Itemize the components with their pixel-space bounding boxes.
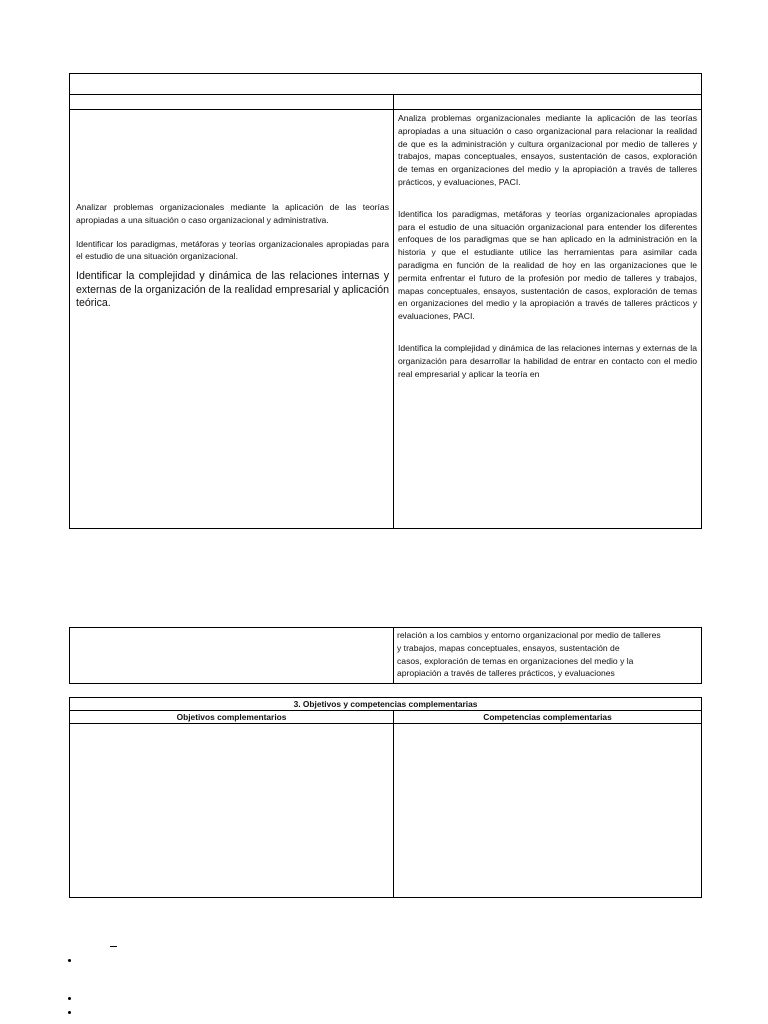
table-row <box>70 628 702 684</box>
objectives-competencies-table <box>69 73 702 529</box>
header-cell-left <box>70 95 394 110</box>
competency-paragraph-1: Analiza problemas organizacionales mediante la aplicación de las teorías apropiadas a una situación o caso organizacional para relacionar la realidad de que es la administración y cultura organizacional por medio de talleres y trabajos, mapas conceptuales, ensayos, sustentación de casos, exploración de temas en organizaciones del medio y la apropiación a través de talleres prácticos, y evaluaciones, PACI. <box>398 113 697 187</box>
continuation-line-4: apropiación a través de talleres prácticos, y evaluaciones <box>397 668 615 679</box>
competencies-empty-cell <box>394 724 702 898</box>
objective-paragraph-3: Identificar la complejidad y dinámica de las relaciones internas y externas de la organización de la realidad empresarial y aplicación teórica. <box>76 270 389 310</box>
objective-paragraph-1: Analizar problemas organizacionales mediante la aplicación de las teorías apropiadas a una situación o caso organizacional y administrativa. <box>76 202 389 225</box>
table-row <box>70 110 702 529</box>
complementary-table <box>69 697 702 898</box>
objectives-cell <box>70 110 394 529</box>
continuation-line-3: casos, exploración de temas en organizaciones del medio y la <box>397 655 634 666</box>
column-header-objectives: Objetivos complementarios <box>70 711 394 724</box>
competency-paragraph-2: Identifica los paradigmas, metáforas y teorías organizacionales apropiadas para el estudio de una situación organizacional para entender los diferentes enfoques de los paradigmas que se han aplicado en la administración en la historia y que el estudiante utilice las herramientas para asimilar cada paradigma en función de la realidad de hoy en las organizaciones que le permita enfrentar el futuro de la profesión por medio de talleres y trabajos, mapas conceptuales, ensayos, sustentación de casos, exploración de temas en organizaciones del medio y la apropiación a través de talleres prácticos y evaluaciones, PACI. <box>398 208 697 322</box>
objectives-empty-cell <box>70 724 394 898</box>
section-title: 3. Objetivos y competencias complementarias <box>70 698 702 711</box>
continuation-left-cell <box>70 628 394 684</box>
bullet-dot <box>68 959 71 962</box>
continuation-line-1: relación a los cambios y entorno organizacional por medio de talleres <box>397 630 661 640</box>
table-row <box>70 724 702 898</box>
competencies-cell <box>394 110 702 529</box>
continuation-right-cell <box>394 628 702 684</box>
continuation-line-2: y trabajos, mapas conceptuales, ensayos, sustentación de <box>397 642 620 653</box>
bullet-dot <box>68 1011 71 1014</box>
header-cell-right <box>394 95 702 110</box>
objective-paragraph-2: Identificar los paradigmas, metáforas y teorías organizacionales apropiadas para el estudio de una situación organizacional. <box>76 238 389 262</box>
continuation-table <box>69 627 702 684</box>
section-title-row <box>70 698 702 711</box>
table-title-row <box>70 74 702 95</box>
column-header-row <box>70 711 702 724</box>
bullet-dot <box>68 997 71 1000</box>
column-header-competencies: Competencias complementarias <box>394 711 702 724</box>
table-header-row <box>70 95 702 110</box>
competency-paragraph-3: Identifica la complejidad y dinámica de las relaciones internas y externas de la organización para desarrollar la habilidad de entrar en contacto con el medio real empresarial y aplicar la teoría en <box>398 342 697 379</box>
table-title-cell <box>70 74 702 95</box>
dash-mark <box>110 946 117 947</box>
